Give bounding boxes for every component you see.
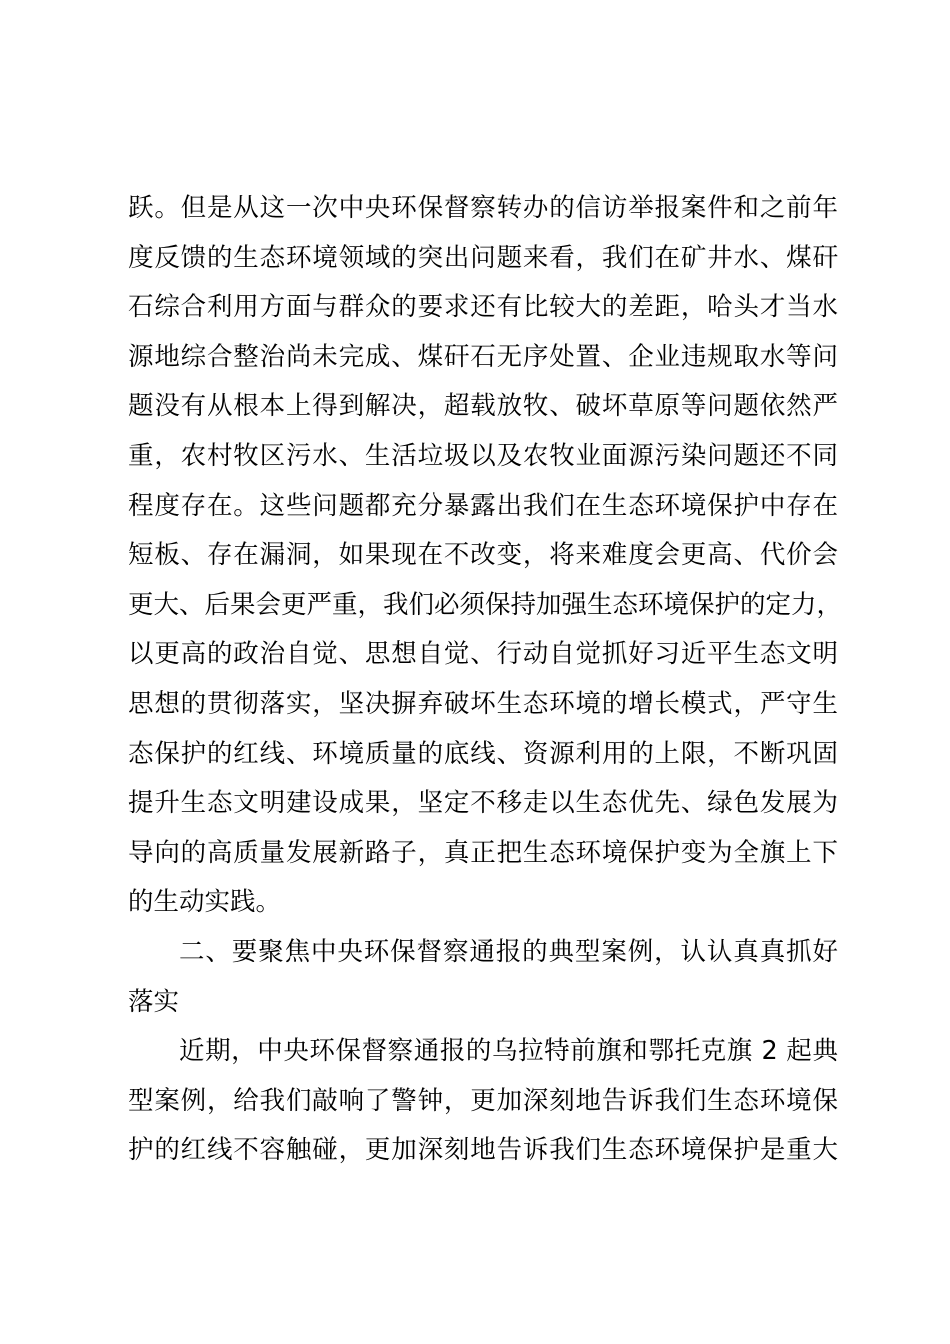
- text-line: 提升生态文明建设成果，坚定不移走以生态优先、绿色发展为: [128, 788, 838, 819]
- text-line: 石综合利用方面与群众的要求还有比较大的差距，哈头才当水: [128, 292, 838, 323]
- paragraph-2: [128, 1027, 838, 1176]
- text-line: 重，农村牧区污水、生活垃圾以及农牧业面源污染问题还不同: [128, 440, 838, 471]
- text-line: 度反馈的生态环境领域的突出问题来看，我们在矿井水、煤矸: [128, 242, 838, 273]
- text-line: 态保护的红线、环境质量的底线、资源利用的上限，不断巩固: [128, 738, 838, 769]
- text-line: 以更高的政治自觉、思想自觉、行动自觉抓好习近平生态文明: [128, 639, 838, 670]
- text-line: 护的红线不容触碰，更加深刻地告诉我们生态环境保护是重大: [128, 1135, 838, 1166]
- text-line: 题没有从根本上得到解决，超载放牧、破坏草原等问题依然严: [128, 391, 838, 422]
- paragraph-1: [128, 184, 843, 928]
- heading-line: 落实: [128, 986, 180, 1017]
- document-body: [128, 184, 843, 1176]
- text-line: 型案例，给我们敲响了警钟，更加深刻地告诉我们生态环境保: [128, 1085, 838, 1116]
- text-line: 导向的高质量发展新路子，真正把生态环境保护变为全旗上下: [128, 837, 838, 868]
- text-line: 思想的贯彻落实，坚决摒弃破坏生态环境的增长模式，严守生: [128, 688, 838, 719]
- section-heading: [128, 928, 838, 1027]
- text-line: 源地综合整治尚未完成、煤矸石无序处置、企业违规取水等问: [128, 341, 838, 372]
- text-line: 的生动实践。: [128, 887, 282, 918]
- text-line: 跃。但是从这一次中央环保督察转办的信访举报案件和之前年: [128, 193, 838, 223]
- heading-line: 二、要聚焦中央环保督察通报的典型案例，认认真真抓好: [179, 936, 838, 967]
- text-line: 短板、存在漏洞，如果现在不改变，将来难度会更高、代价会: [128, 540, 838, 571]
- text-line: 程度存在。这些问题都充分暴露出我们在生态环境保护中存在: [128, 490, 838, 521]
- text-line: 更大、后果会更严重，我们必须保持加强生态环境保护的定力，: [128, 589, 843, 620]
- text-line: 近期，中央环保督察通报的乌拉特前旗和鄂托克旗 2 起典: [179, 1036, 838, 1067]
